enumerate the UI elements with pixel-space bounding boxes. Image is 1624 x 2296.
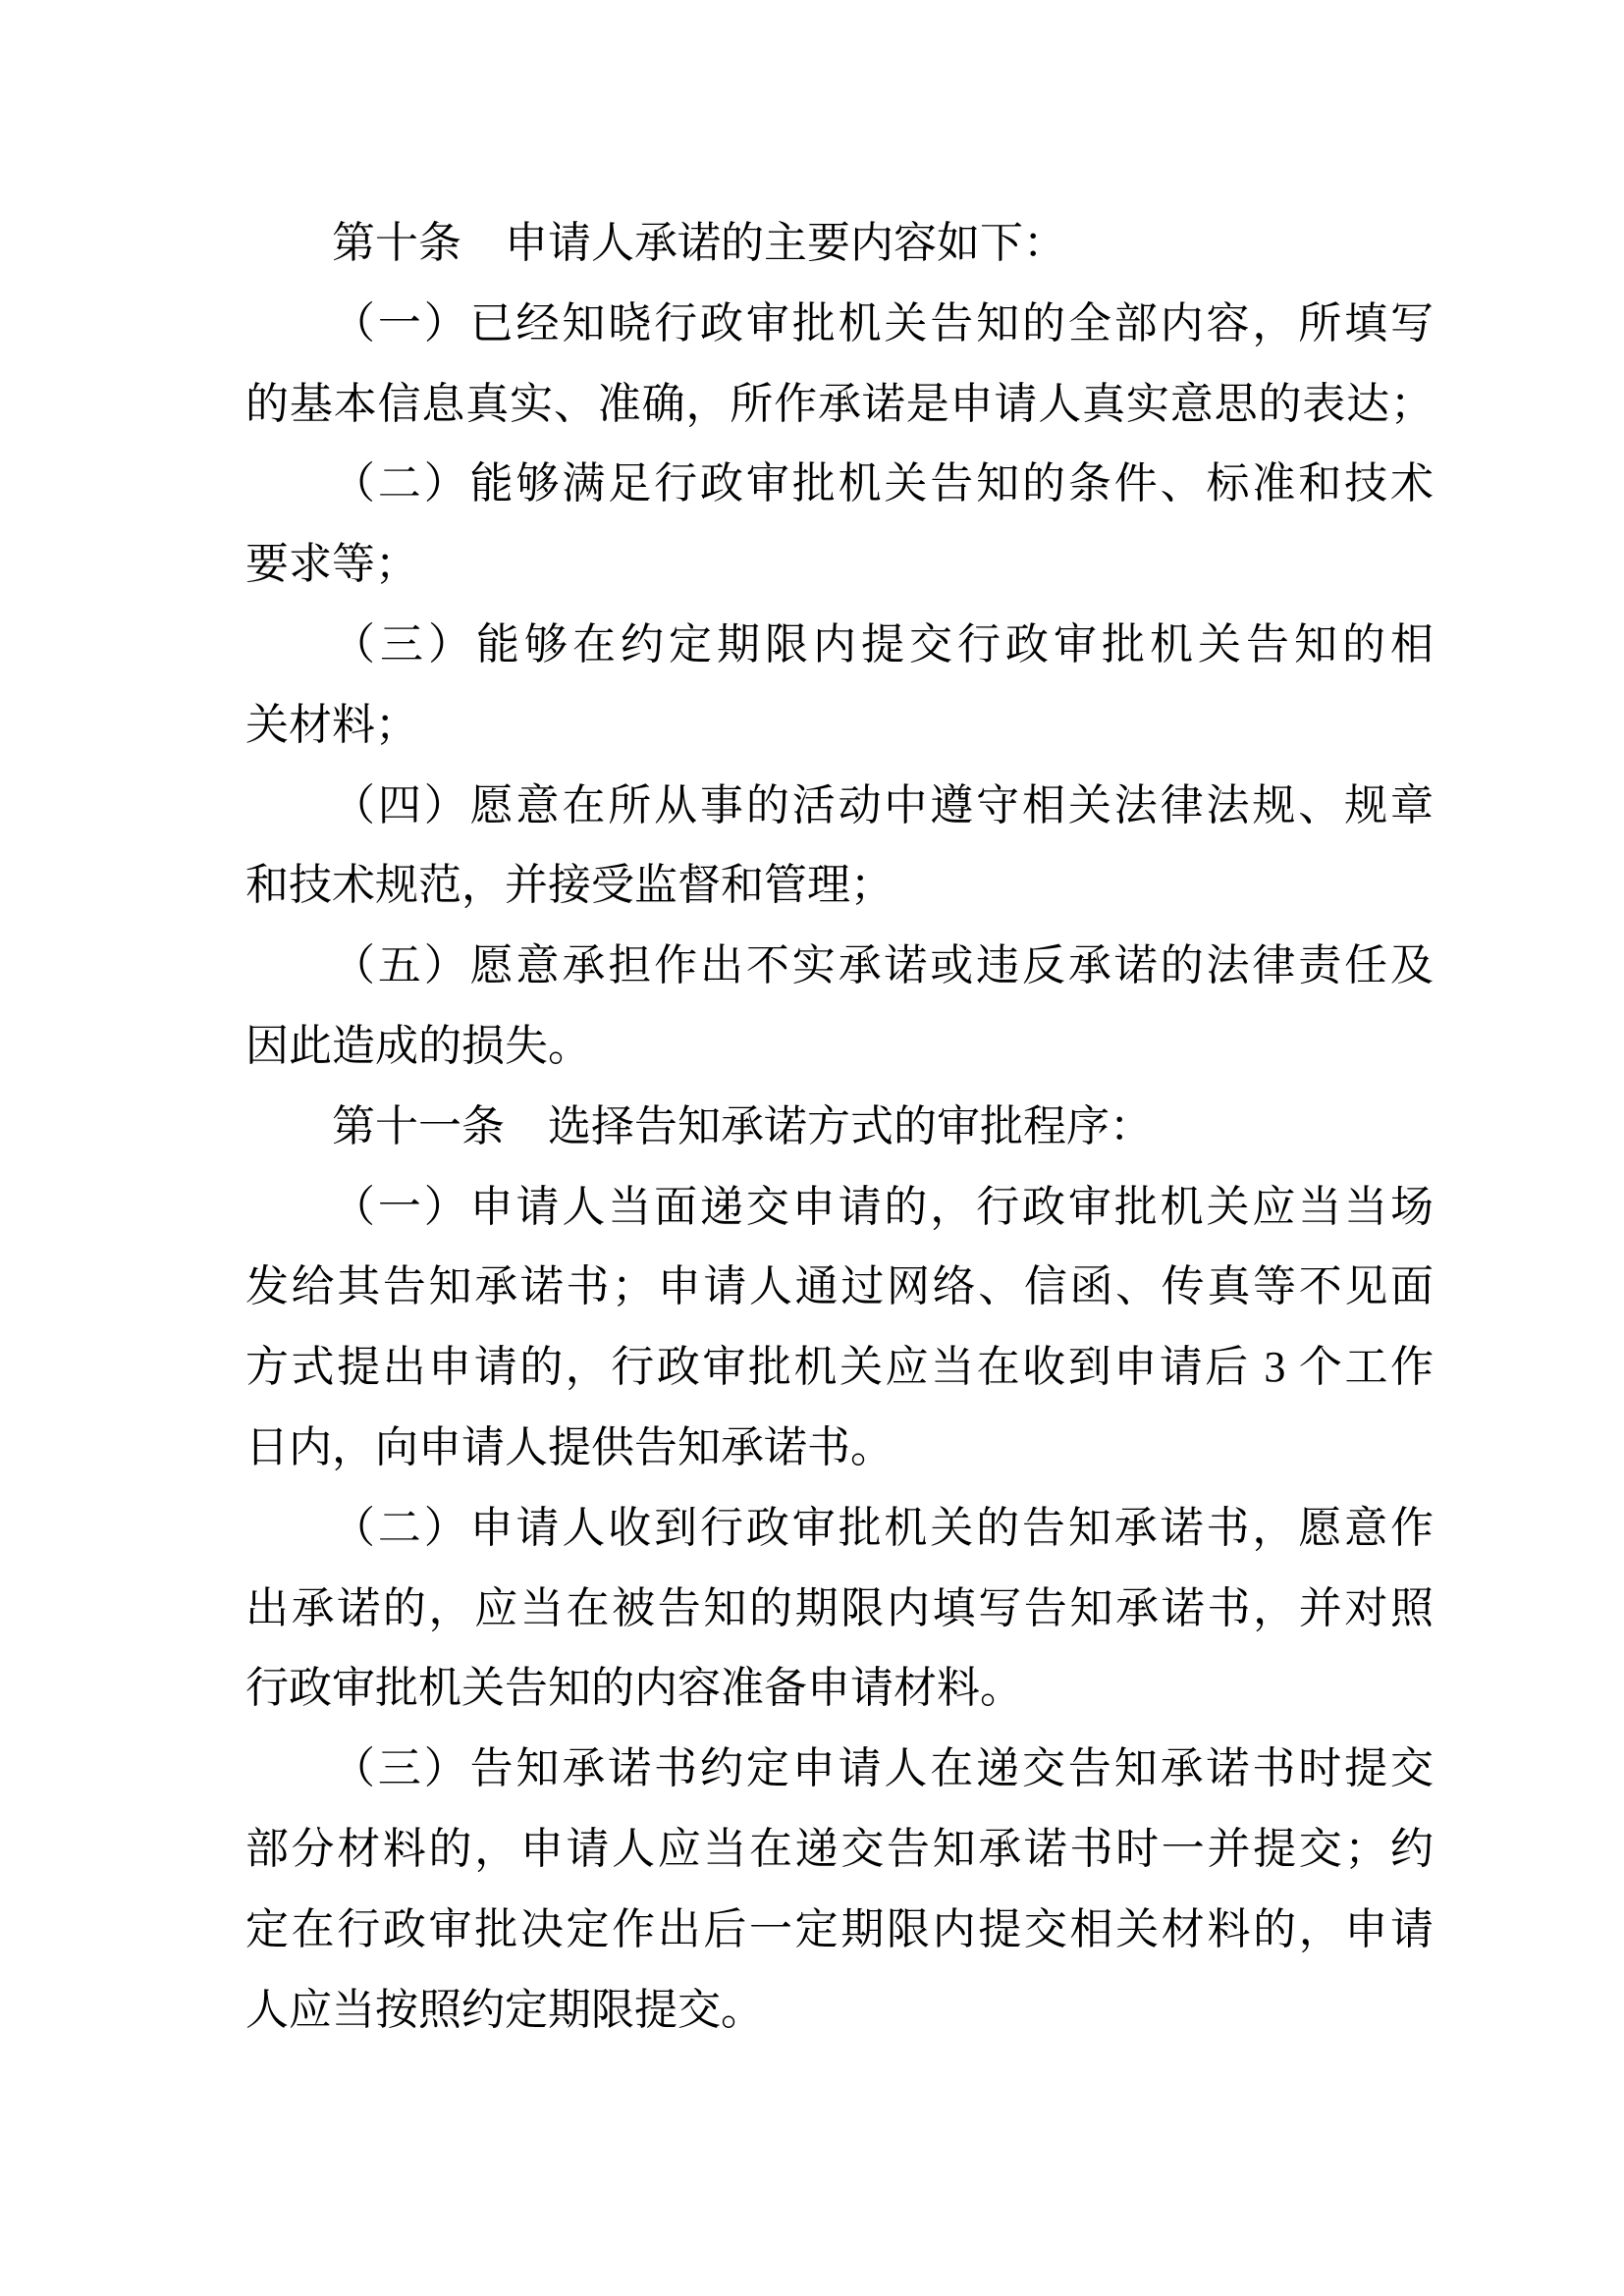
text-line: 出承诺的，应当在被告知的期限内填写告知承诺书，并对照 [245, 1583, 1434, 1632]
text-line: 方式提出申请的，行政审批机关应当在收到申请后 3 个工作 [245, 1343, 1434, 1392]
text-line: （二）能够满足行政审批机关告知的条件、标准和技术 [332, 459, 1434, 508]
text-line: （三）能够在约定期限内提交行政审批机关告知的相 [332, 619, 1434, 668]
text-line: （五）愿意承担作出不实承诺或违反承诺的法律责任及 [332, 941, 1434, 990]
text-line: 的基本信息真实、准确，所作承诺是申请人真实意思的表达； [245, 379, 1434, 428]
text-line: 要求等； [245, 540, 418, 589]
text-line: （四）愿意在所从事的活动中遵守相关法律法规、规章 [332, 780, 1434, 829]
text-line: 因此造成的损失。 [245, 1021, 591, 1070]
text-line: （一）申请人当面递交申请的，行政审批机关应当当场 [332, 1182, 1434, 1231]
text-line: 发给其告知承诺书；申请人通过网络、信函、传真等不见面 [245, 1262, 1434, 1311]
text-line: 部分材料的，申请人应当在递交告知承诺书时一并提交；约 [245, 1824, 1434, 1873]
text-line: （一）已经知晓行政审批机关告知的全部内容，所填写 [332, 298, 1434, 347]
text-line: 日内，向申请人提供告知承诺书。 [245, 1422, 893, 1471]
text-line: 第十一条 选择告知承诺方式的审批程序： [332, 1101, 1153, 1150]
text-line: 定在行政审批决定作出后一定期限内提交相关材料的，申请 [245, 1904, 1434, 1953]
text-line: （三）告知承诺书约定申请人在递交告知承诺书时提交 [332, 1744, 1434, 1793]
text-line: 人应当按照约定期限提交。 [245, 1985, 764, 2034]
text-line: 行政审批机关告知的内容准备申请材料。 [245, 1664, 1023, 1713]
text-line: 和技术规范，并接受监督和管理； [245, 861, 893, 910]
text-line: 关材料； [245, 700, 418, 749]
text-line: （二）申请人收到行政审批机关的告知承诺书，愿意作 [332, 1503, 1434, 1552]
text-line: 第十条 申请人承诺的主要内容如下： [332, 219, 1066, 267]
document-body [245, 203, 1434, 2050]
